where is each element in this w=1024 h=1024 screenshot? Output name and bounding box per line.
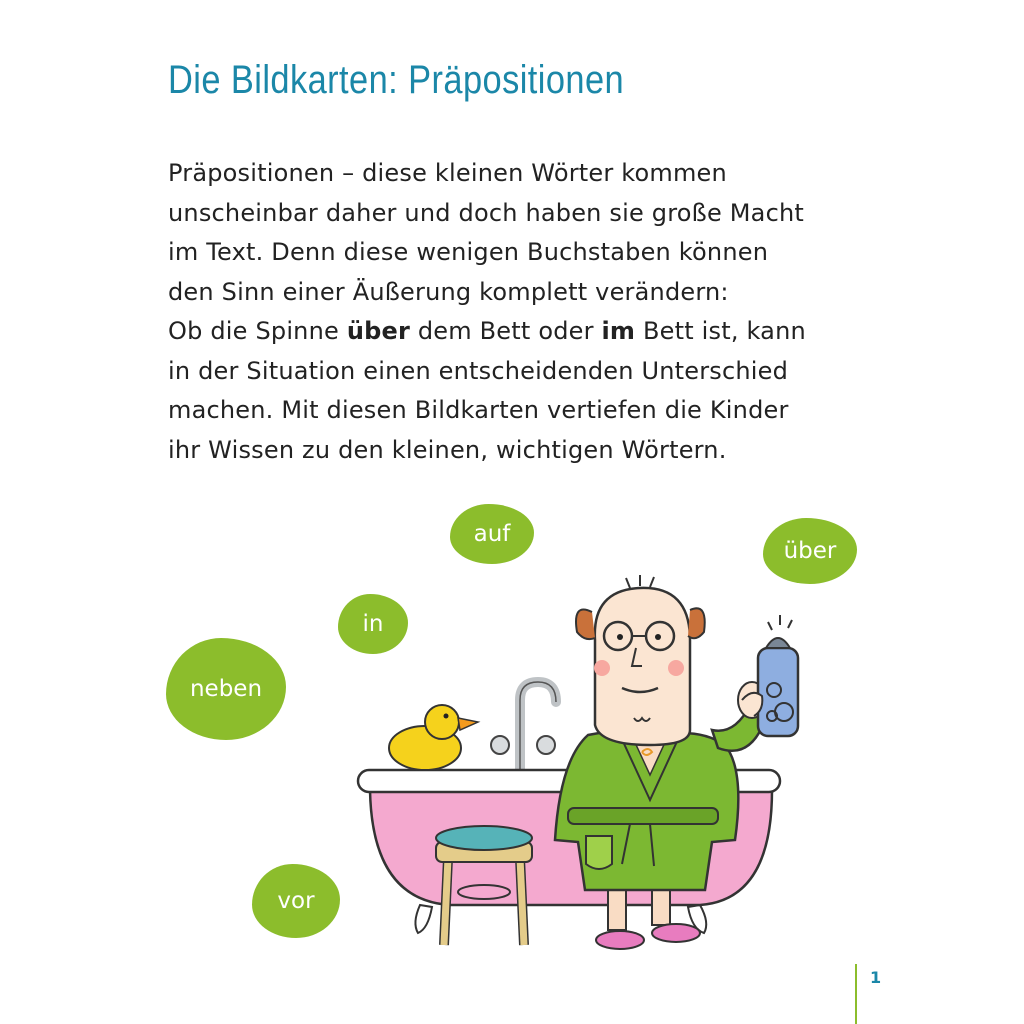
bubble-neben: neben [166,638,286,740]
faucet-icon [520,682,556,772]
paragraph-line: dem Bett oder [410,317,602,345]
paragraph-line: Präpositionen – diese kleinen Wörter kommen [168,159,727,187]
paragraph-line: unscheinbar daher und doch haben sie große Macht [168,198,804,227]
paragraph-line: im Text. Denn diese wenigen Buchstaben können [168,238,769,266]
stool-icon [436,826,532,945]
tap-right [537,736,555,754]
paragraph-line: Bett ist, kann [635,317,806,345]
emphasis-im: im [601,317,636,345]
shampoo-bottle-icon [758,615,798,736]
page-title: Die Bildkarten: Präpositionen [168,58,625,102]
slipper-left [596,931,644,949]
paragraph-line: den Sinn einer Äußerung komplett verändern: [168,277,729,306]
emphasis-ueber: über [346,317,410,345]
page-number-rule [855,964,857,1024]
slipper-right [652,924,700,942]
rubber-duck-icon [389,705,478,770]
paragraph-line: in der Situation einen entscheidenden Unterschied [168,356,789,385]
paragraph-line: Ob die Spinne [168,317,347,345]
page-number: 1 [870,968,882,987]
tap-left [491,736,509,754]
paragraph-line: machen. Mit diesen Bildkarten vertiefen die Kinder [168,396,789,424]
bubble-vor: vor [252,864,340,938]
bubble-ueber: über [763,518,857,584]
bubble-auf: auf [450,504,534,564]
robe-belt [568,808,718,824]
paragraph-line: ihr Wissen zu den kleinen, wichtigen Wörtern. [168,435,727,464]
bubble-in: in [338,594,408,654]
tub-foot-left [415,905,432,933]
